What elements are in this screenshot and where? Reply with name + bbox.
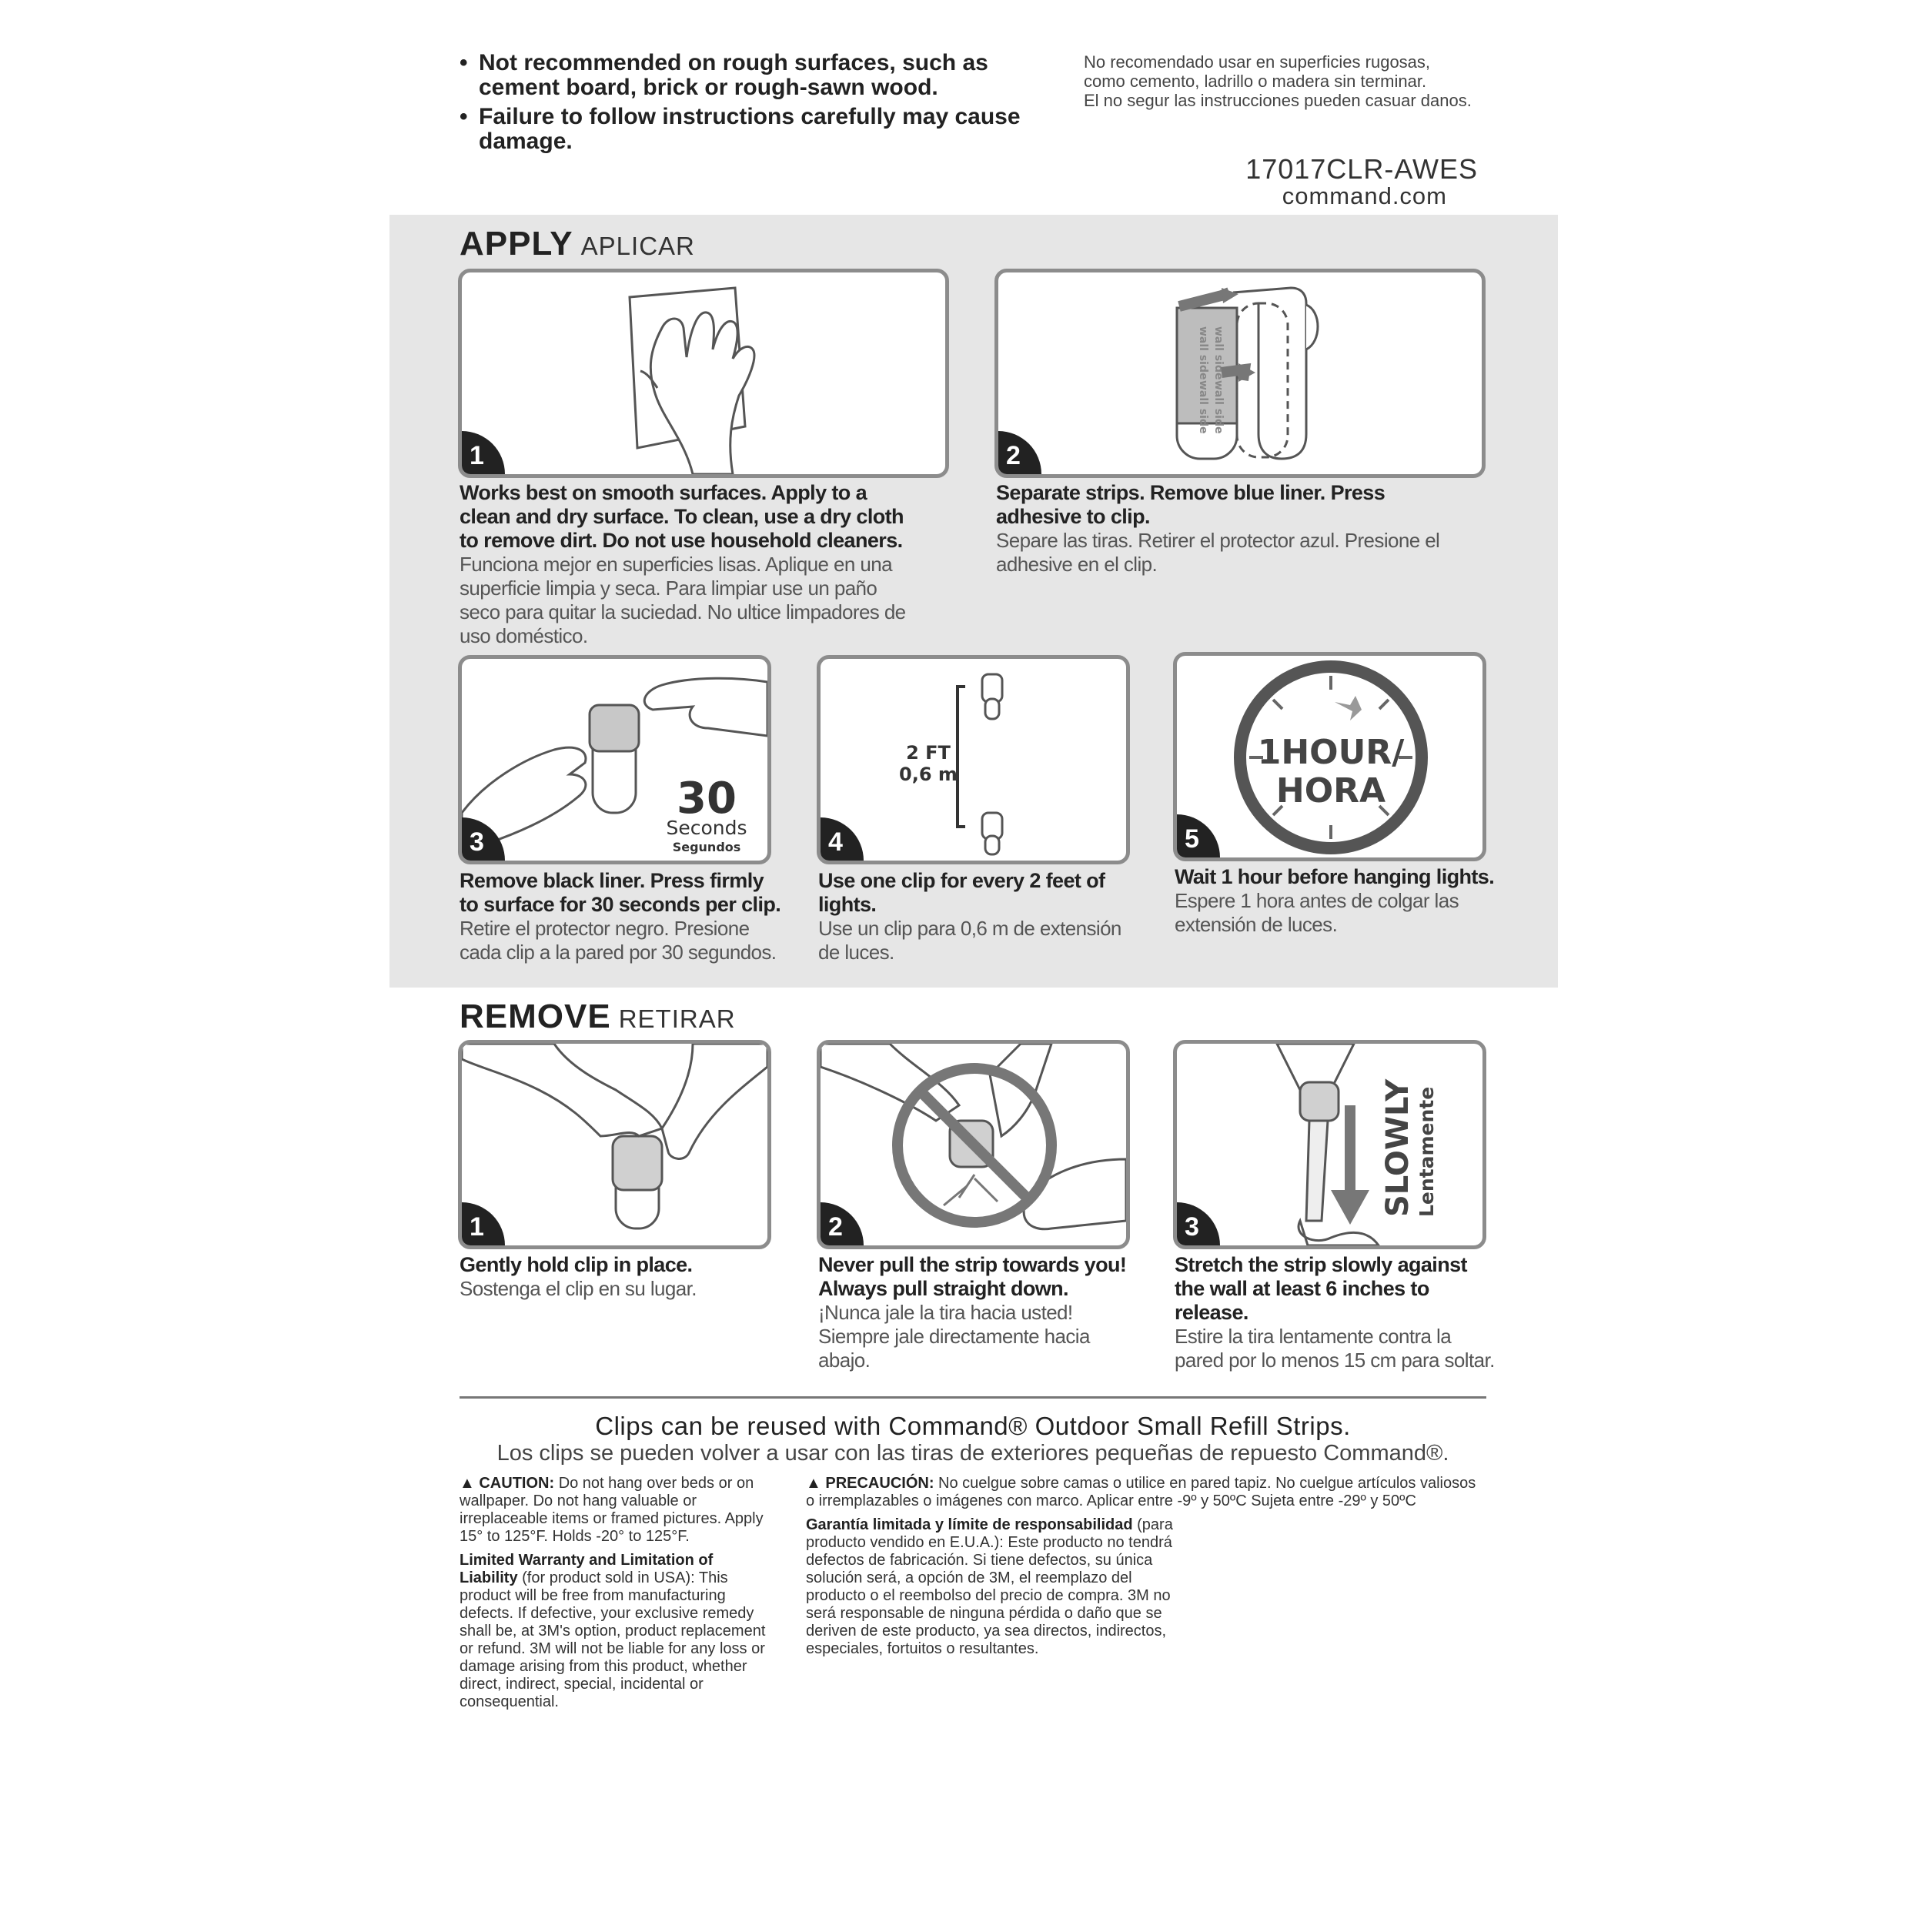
precaucion-label: PRECAUCIÓN:	[825, 1475, 934, 1492]
apply-step-2-english: Separate strips. Remove blue liner. Press adhesive to clip.	[996, 481, 1385, 528]
remove-step-2-spanish: ¡Nunca jale la tira hacia usted! Siempre jale directamente hacia abajo.	[818, 1301, 1090, 1372]
remove-step-3-panel	[1173, 1040, 1486, 1249]
remove-step-3-caption	[1175, 1253, 1498, 1372]
apply-step-2-panel	[994, 269, 1486, 478]
apply-step-5-english: Wait 1 hour before hanging lights.	[1175, 865, 1495, 888]
spanish-warnings	[1084, 52, 1576, 110]
step-number-badge: 1	[462, 1202, 505, 1245]
seconds-label: Seconds	[666, 817, 747, 839]
remove-section-title	[460, 998, 736, 1036]
apply-step-4-caption	[818, 869, 1141, 964]
apply-step-2-caption	[996, 481, 1458, 577]
do-not-pull-icon	[821, 1044, 1126, 1245]
garantia-label: Garantía limitada y límite de responsabilidad	[806, 1516, 1133, 1533]
garantia-text: (para producto vendido en E.U.A.): Este producto no tendrá defectos de fabricación. Si tiene defectos, su única solución será, a opción de 3M, el reemplazo del producto o el reembolso del precio de compra. 3M no será responsable de ninguna pérdida o daño que se deriven de este producto, ya sea directos, indirectos, especiales, fortuitos o resultantes.	[806, 1516, 1173, 1657]
website-link[interactable]: command.com	[1282, 182, 1447, 209]
warning-follow-instructions: • Failure to follow instructions carefully may cause damage.	[460, 105, 1045, 154]
strip-label: wall side	[1212, 326, 1225, 380]
apply-step-4-spanish: Use un clip para 0,6 m de extensión de luces.	[818, 917, 1121, 964]
step-number-badge: 2	[821, 1202, 864, 1245]
apply-step-3-english: Remove black liner. Press firmly to surface for 30 seconds per clip.	[460, 869, 781, 916]
strip-label: wall side	[1197, 326, 1209, 380]
step-number-badge: 4	[821, 817, 864, 861]
apply-step-4-english: Use one clip for every 2 feet of lights.	[818, 869, 1105, 916]
hour-label-line-1: 1HOUR/	[1257, 733, 1405, 772]
remove-title: REMOVE	[460, 998, 611, 1035]
apply-step-3-panel	[458, 655, 771, 864]
remove-step-3-english: Stretch the strip slowly against the wall at least 6 inches to release.	[1175, 1253, 1467, 1324]
distance-feet: 2 FT	[906, 742, 951, 764]
hour-label-line-2: HORA	[1275, 771, 1386, 811]
remove-subtitle: RETIRAR	[618, 1004, 736, 1033]
segundos-label: Segundos	[672, 840, 741, 854]
remove-step-2-english: Never pull the strip towards you! Always pull straight down.	[818, 1253, 1127, 1300]
remove-step-1-spanish: Sostenga el clip en su lugar.	[460, 1277, 697, 1300]
apply-step-5-panel	[1173, 652, 1486, 861]
warranty-text: (for product sold in USA): This product will be free from manufacturing defects. If defective, your exclusive remedy shall be, at 3M's option, product replacement or refund. 3M will not be liable for any loss or damage arising from this product, whether direct, indirect, special, incidental or consequential.	[460, 1569, 766, 1710]
english-fine-print	[460, 1475, 775, 1717]
pressing-clip-hands-icon	[462, 659, 767, 861]
reuse-note-english: Clips can be reused with Command® Outdoor Small Refill Strips.	[595, 1412, 1351, 1440]
caution-label: CAUTION:	[479, 1475, 555, 1492]
apply-step-1-caption	[460, 481, 921, 648]
apply-step-1-panel	[458, 269, 949, 478]
apply-step-3-spanish: Retire el protector negro. Presione cada clip a la pared por 30 segundos.	[460, 917, 777, 964]
remove-step-2-caption	[818, 1253, 1141, 1372]
reuse-note-spanish: Los clips se pueden volver a usar con las tiras de exteriores pequeñas de repuesto Command®.	[496, 1441, 1449, 1466]
warranty-label: Limited Warranty and Limitation of Liability	[460, 1552, 714, 1586]
step-number-badge: 2	[998, 431, 1041, 474]
remove-step-1-caption	[460, 1253, 783, 1301]
wiping-cloth-hand-icon	[462, 272, 945, 474]
warning-triangle-icon: ▲	[806, 1475, 821, 1492]
caution-text: Do not hang over beds or on wallpaper. Do not hang valuable or irreplaceable items or framed pictures. Apply 15° to 125°F. Holds -20° to 125°F.	[460, 1475, 764, 1545]
clip-spacing-icon	[821, 659, 1126, 861]
step-number-badge: 3	[462, 817, 505, 861]
spanish-fine-print	[806, 1475, 1483, 1664]
english-warnings	[460, 51, 1045, 159]
adhesive-strip-clip-icon	[998, 272, 1482, 474]
lentamente-label: Lentamente	[1416, 1086, 1438, 1217]
strip-label: wall side	[1197, 380, 1209, 434]
apply-step-2-spanish: Separe las tiras. Retirer el protector azul. Presione el adhesive en el clip.	[996, 529, 1440, 576]
strip-label: wall side	[1212, 380, 1225, 434]
warning-triangle-icon: ▲	[460, 1475, 475, 1492]
apply-title: APPLY	[460, 225, 573, 262]
seconds-number: 30	[677, 774, 737, 824]
clock-icon	[1177, 656, 1482, 857]
apply-step-3-caption	[460, 869, 783, 964]
apply-step-1-spanish: Funciona mejor en superficies lisas. Aplique en una superficie limpia y seca. Para limpiar use un paño seco para quitar la suciedad. No ultice limpadores de uso doméstico.	[460, 553, 906, 647]
remove-step-2-panel	[817, 1040, 1130, 1249]
remove-step-3-spanish: Estire la tira lentamente contra la pared por lo menos 15 cm para soltar.	[1175, 1325, 1495, 1372]
step-number-badge: 3	[1177, 1202, 1220, 1245]
apply-step-1-english: Works best on smooth surfaces. Apply to a clean and dry surface. To clean, use a dry cloth to remove dirt. Do not use household cleaners.	[460, 481, 904, 552]
step-number-badge: 5	[1177, 814, 1220, 857]
spanish-warning-line: No recomendado usar en superficies rugosas,	[1084, 52, 1431, 72]
product-sku: 17017CLR-AWES	[1245, 153, 1478, 185]
remove-step-1-english: Gently hold clip in place.	[460, 1253, 693, 1276]
apply-step-4-panel	[817, 655, 1130, 864]
spanish-warning-line: El no segur las instrucciones pueden casuar danos.	[1084, 91, 1472, 110]
slowly-label: SLOWLY	[1380, 1078, 1416, 1217]
holding-clip-hand-icon	[462, 1044, 767, 1245]
precaucion-text: No cuelgue sobre camas o utilice en pared tapiz. No cuelgue artículos valiosos o irremplazables o imágenes con marco. Aplicar entre -9º y 50ºC Sujeta entre -29º y 50ºC	[806, 1475, 1476, 1509]
warning-rough-surfaces: • Not recommended on rough surfaces, such as cement board, brick or rough-sawn wood.	[460, 51, 1045, 100]
apply-step-5-spanish: Espere 1 hora antes de colgar las extensión de luces.	[1175, 889, 1459, 936]
remove-step-1-panel	[458, 1040, 771, 1249]
apply-subtitle: APLICAR	[580, 232, 695, 260]
divider	[460, 1396, 1486, 1399]
spanish-warning-line: como cemento, ladrillo o madera sin terminar.	[1084, 72, 1427, 91]
apply-section-title	[460, 225, 695, 263]
stretch-strip-slowly-icon	[1177, 1044, 1482, 1245]
step-number-badge: 1	[462, 431, 505, 474]
distance-meters: 0,6 m	[899, 764, 958, 785]
apply-step-5-caption	[1175, 865, 1498, 937]
